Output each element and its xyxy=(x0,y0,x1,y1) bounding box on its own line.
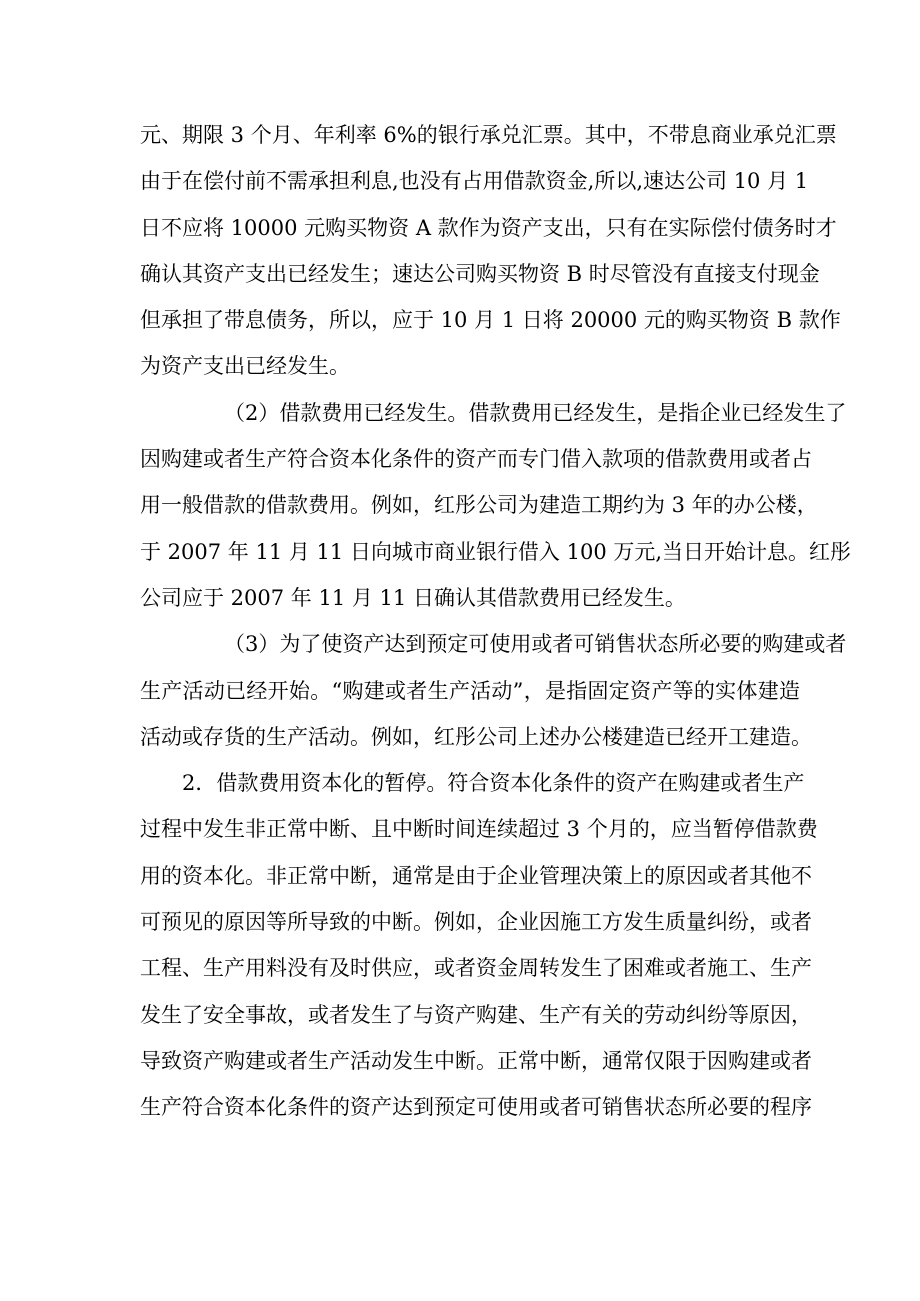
text-line: （3）为了使资产达到预定可使用或者可销售状态所必要的购建或者 xyxy=(224,632,847,657)
text-line: 由于在偿付前不需承担利息,也没有占用借款资金,所以,速达公司 10 月 1 xyxy=(140,169,809,194)
text-line: 元、期限 3 个月、年利率 6%的银行承兑汇票。其中，不带息商业承兑汇票 xyxy=(140,123,837,147)
text-line: 用的资本化。非正常中断，通常是由于企业管理决策上的原因或者其他不 xyxy=(140,863,812,888)
text-line: 公司应于 2007 年 11 月 11 日确认其借款费用已经发生。 xyxy=(140,585,686,610)
text-line: 确认其资产支出已经发生；速达公司购买物资 B 时尽管没有直接支付现金 xyxy=(140,261,820,286)
text-line: 因购建或者生产符合资本化条件的资产而专门借入款项的借款费用或者占 xyxy=(140,447,812,472)
text-line: 活动或存货的生产活动。例如，红彤公司上述办公楼建造已经开工建造。 xyxy=(140,724,812,749)
text-line: 生产活动已经开始。“购建或者生产活动”，是指固定资产等的实体建造 xyxy=(140,678,800,703)
text-line: 工程、生产用料没有及时供应，或者资金周转发生了困难或者施工、生产 xyxy=(140,956,812,981)
text-line: 于 2007 年 11 月 11 日向城市商业银行借入 100 万元,当日开始计息。红彤 xyxy=(140,539,852,564)
text-line: （2）借款费用已经发生。借款费用已经发生，是指企业已经发生了 xyxy=(224,400,847,425)
text-line: 生产符合资本化条件的资产达到预定可使用或者可销售状态所必要的程序 xyxy=(140,1095,812,1120)
text-line: 但承担了带息债务，所以，应于 10 月 1 日将 20000 元的购买物资 B 款作 xyxy=(140,308,841,333)
text-line: 用一般借款的借款费用。例如，红彤公司为建造工期约为 3 年的办公楼， xyxy=(140,493,818,518)
body-text xyxy=(140,112,852,1131)
text-line: 过程中发生非正常中断、且中断时间连续超过 3 个月的，应当暂停借款费 xyxy=(140,817,818,842)
text-line: 日不应将 10000 元购买物资 A 款作为资产支出，只有在实际偿付债务时才 xyxy=(140,215,837,240)
text-line: 2．借款费用资本化的暂停。符合资本化条件的资产在购建或者生产 xyxy=(182,771,805,796)
text-line: 为资产支出已经发生。 xyxy=(140,354,350,379)
text-line: 发生了安全事故，或者发生了与资产购建、生产有关的劳动纠纷等原因， xyxy=(140,1002,812,1027)
text-line: 可预见的原因等所导致的中断。例如，企业因施工方发生质量纠纷，或者 xyxy=(140,910,812,935)
text-line: 导致资产购建或者生产活动发生中断。正常中断，通常仅限于因购建或者 xyxy=(140,1048,812,1073)
